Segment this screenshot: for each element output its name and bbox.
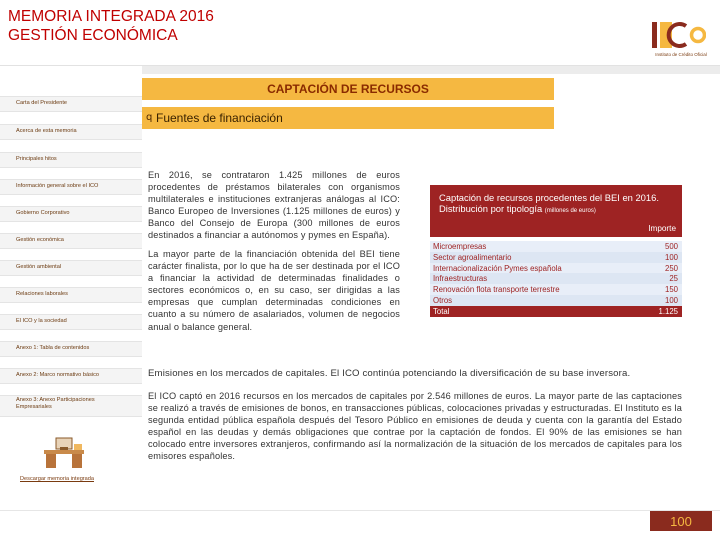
table-row <box>430 273 682 284</box>
bullet-icon: q <box>146 112 153 123</box>
table-cell-name: Infraestructuras <box>433 274 488 284</box>
paragraph-financiacion-bei: La mayor parte de la financiación obtenida del BEI tiene carácter finalista, por lo que ha de ser destinada por el ICO a financiar la actividad de determinadas finalidades o sectores económicos o, en su caso, ser dirigidas a las empresas que cumplan determinadas condiciones en cuanto a su número de asalariados, volumen de negocios anual o balance general. <box>148 249 400 332</box>
table-header <box>430 185 682 237</box>
office-desk-icon[interactable] <box>40 434 90 470</box>
sidebar-item-label: Anexo 1: Tabla de contenidos <box>16 345 90 351</box>
table-subtitle-unit: (millones de euros) <box>544 208 596 214</box>
sidebar-item-label: Acerca de esta memoria <box>16 128 77 134</box>
table-total-value: 1.125 <box>658 306 678 316</box>
page-title-line-2: GESTIÓN ECONÓMICA <box>8 27 178 44</box>
table-row <box>430 241 682 252</box>
sidebar-item-label: Gestión económica <box>16 237 64 243</box>
sidebar-item-label: Carta del Presidente <box>16 100 67 106</box>
paragraph-emisiones-detalle: El ICO captó en 2016 recursos en los mercados de capitales por 2.546 millones de euros. La mayor parte de las captaciones se realizó a través de emisiones de bonos, en transacciones públicas, colocaciones privadas y estructuradas. El Instituto es la segunda entidad pública española después del Tesoro Público en emisiones de deuda y cuenta con la garantía del Estado español en las deudas y demás obligaciones que contrae por la captación de fondos. El 90% de las emisiones se han colocado entre inversores extranjeros, confirmando así la normalización de la situación de los mercados de capitales para los emisores españoles. <box>148 391 682 462</box>
table-cell-name: Sector agroalimentario <box>433 252 512 262</box>
page-number-badge <box>650 511 712 531</box>
sidebar-item-label: Gestión ambiental <box>16 264 62 270</box>
paragraph-emisiones-heading: Emisiones en los mercados de capitales. El ICO continúa potenciando la diversificación de su base inversora. <box>148 368 631 379</box>
table-cell-value: 100 <box>664 252 678 262</box>
table-cell-value: 250 <box>664 263 678 273</box>
sidebar-item-label: Anexo 2: Marco normativo básico <box>16 372 100 378</box>
table-cell-value: 500 <box>664 242 678 251</box>
top-header <box>0 0 720 66</box>
table-cell-name: Internacionalización Pymes española <box>433 263 562 273</box>
sidebar-item-label: Anexo 3: Anexo Participaciones Empresariales <box>16 397 95 410</box>
table-cell-name: Microempresas <box>433 242 487 251</box>
table-subtitle: Distribución por tipología <box>439 203 543 214</box>
sidebar-item-anexo-1[interactable] <box>0 341 720 357</box>
sidebar-item-label: Relaciones laborales <box>16 291 68 297</box>
table-subtitle-line <box>439 203 659 217</box>
table-total-label: Total <box>433 306 450 316</box>
bei-table <box>430 185 682 325</box>
sidebar-item-principales-hitos[interactable] <box>0 152 720 168</box>
sidebar-item-label: Información general sobre el ICO <box>16 183 99 189</box>
table-row <box>430 263 682 274</box>
subsection-title: Fuentes de financiación <box>156 111 283 125</box>
page-title <box>8 7 214 45</box>
table-column-header: Importe <box>648 224 676 233</box>
sidebar-item-label: Principales hitos <box>16 156 57 162</box>
table-total-row <box>430 306 682 317</box>
subsection-banner <box>142 107 554 129</box>
ico-logo[interactable] <box>650 20 712 64</box>
sidebar-item-label: Gobierno Corporativo <box>16 210 70 216</box>
paragraph-prestamos-bilaterales: En 2016, se contrataron 1.425 millones de euros procedentes de préstamos bilaterales con organismos multilaterales e instituciones extranjeras análogas al ICO: Banco Europeo de Inversiones (1.125 millones de euros) y Banco del Consejo de Europa (300 millones de euros destinados a financiar a autónomos y pymes en España). <box>148 170 400 241</box>
table-cell-name: Renovación flota transporte terrestre <box>433 285 560 295</box>
bottom-band <box>0 510 720 540</box>
table-cell-value: 25 <box>669 274 678 284</box>
table-cell-value: 150 <box>664 285 678 295</box>
section-title: CAPTACIÓN DE RECURSOS <box>267 82 429 96</box>
sidebar-item-label: El ICO y la sociedad <box>16 318 67 324</box>
table-cell-name: Otros <box>433 296 453 305</box>
page-title-line-1: MEMORIA INTEGRADA 2016 <box>8 8 214 25</box>
table-row <box>430 295 682 306</box>
logo-subtitle: Instituto de Crédito Oficial <box>655 52 707 57</box>
table-row <box>430 252 682 263</box>
ico-logo-icon <box>652 20 706 50</box>
download-memoria-link[interactable] <box>20 476 94 482</box>
table-title <box>439 192 659 217</box>
download-link-text[interactable]: Descargar memoria integrada <box>20 476 94 482</box>
table-title-line: Captación de recursos procedentes del BEI en 2016. <box>439 192 659 203</box>
page-number: 100 <box>670 514 692 529</box>
table-row <box>430 284 682 295</box>
table-cell-value: 100 <box>664 296 678 305</box>
section-banner <box>142 78 554 100</box>
